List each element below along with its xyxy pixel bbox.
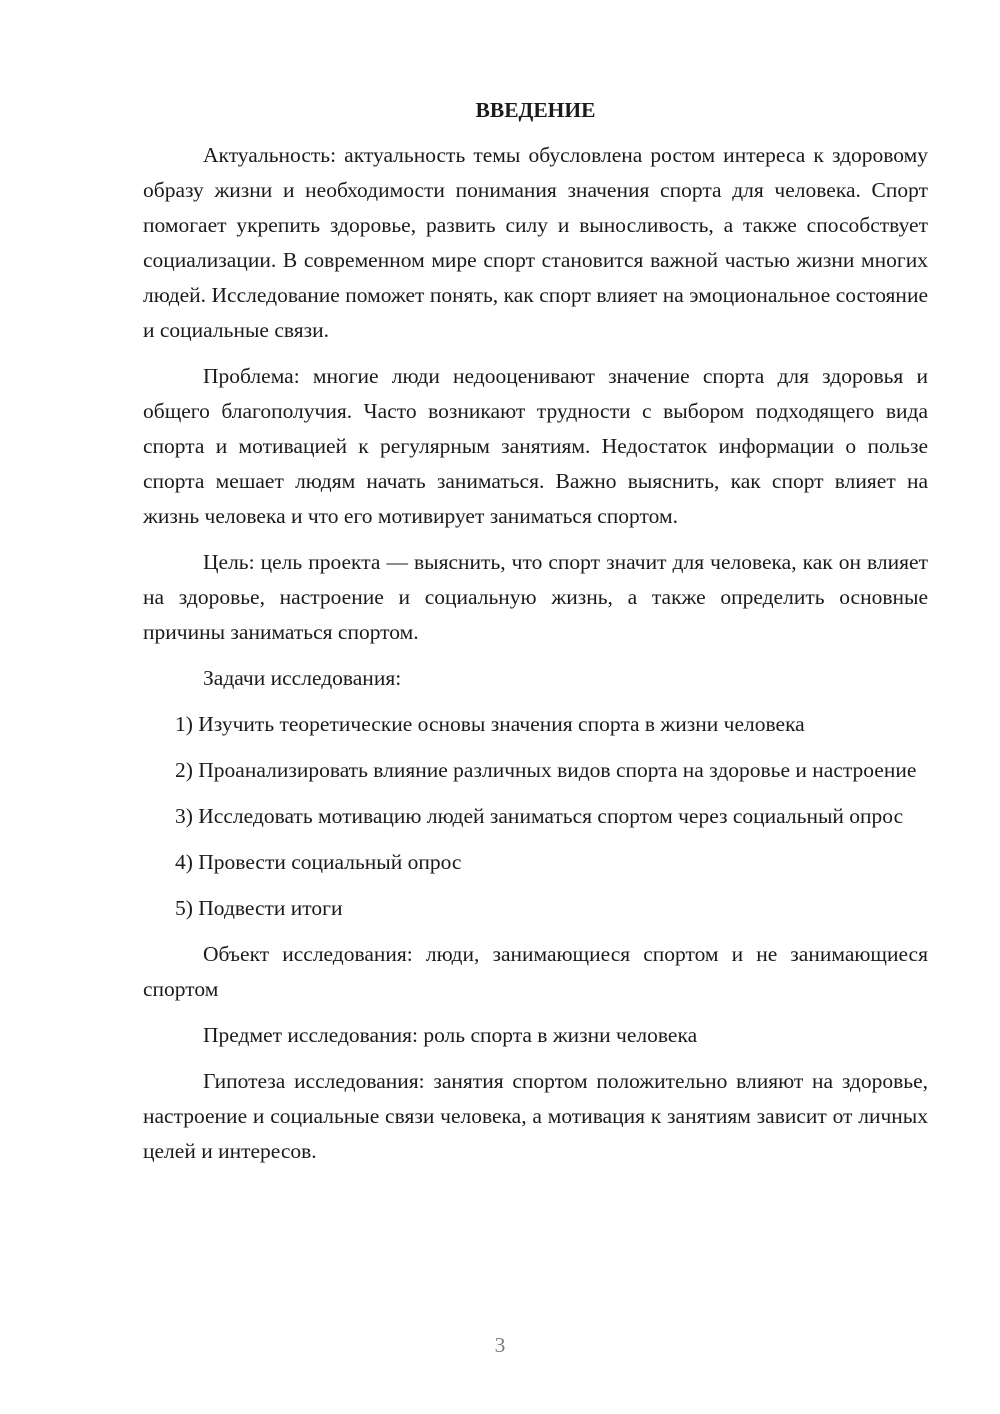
goal-paragraph: Цель: цель проекта — выяснить, что спорт значит для человека, как он влияет на здоровье, настроение и социальную жизнь, а также определить основные причины заниматься спортом. (143, 550, 928, 644)
task-item: 2) Проанализировать влияние различных видов спорта на здоровье и настроение (175, 758, 917, 782)
relevance-paragraph: Актуальность: актуальность темы обусловлена ростом интереса к здоровому образу жизни и необходимости понимания значения спорта для человека. Спорт помогает укрепить здоровье, развить силу и выносливость, а также способствует социализации. В современном мире спорт становится важной частью жизни многих людей. Исследование поможет понять, как спорт влияет на эмоциональное состояние и социальные связи. (143, 143, 928, 342)
task-item: 4) Провести социальный опрос (175, 850, 462, 874)
tasks-heading: Задачи исследования: (203, 666, 402, 690)
task-item: 1) Изучить теоретические основы значения спорта в жизни человека (175, 712, 805, 736)
task-item: 5) Подвести итоги (175, 896, 343, 920)
problem-paragraph: Проблема: многие люди недооценивают значение спорта для здоровья и общего благополучия. Часто возникают трудности с выбором подходящего вида спорта и мотивацией к регулярным занятиям. Недостаток информации о пользе спорта мешает людям начать заниматься. Важно выяснить, как спорт влияет на жизнь человека и что его мотивирует заниматься спортом. (143, 364, 928, 528)
tasks-list (143, 707, 928, 926)
page-number: 3 (494, 1333, 506, 1357)
document-body (143, 93, 928, 1180)
object-paragraph: Объект исследования: люди, занимающиеся спортом и не занимающиеся спортом (143, 942, 928, 1001)
section-heading: ВВЕДЕНИЕ (475, 98, 596, 122)
subject-paragraph: Предмет исследования: роль спорта в жизни человека (203, 1023, 698, 1047)
hypothesis-paragraph: Гипотеза исследования: занятия спортом положительно влияют на здоровье, настроение и социальные связи человека, а мотивация к занятиям зависит от личных целей и интересов. (143, 1069, 928, 1163)
task-item: 3) Исследовать мотивацию людей заниматься спортом через социальный опрос (175, 804, 904, 828)
